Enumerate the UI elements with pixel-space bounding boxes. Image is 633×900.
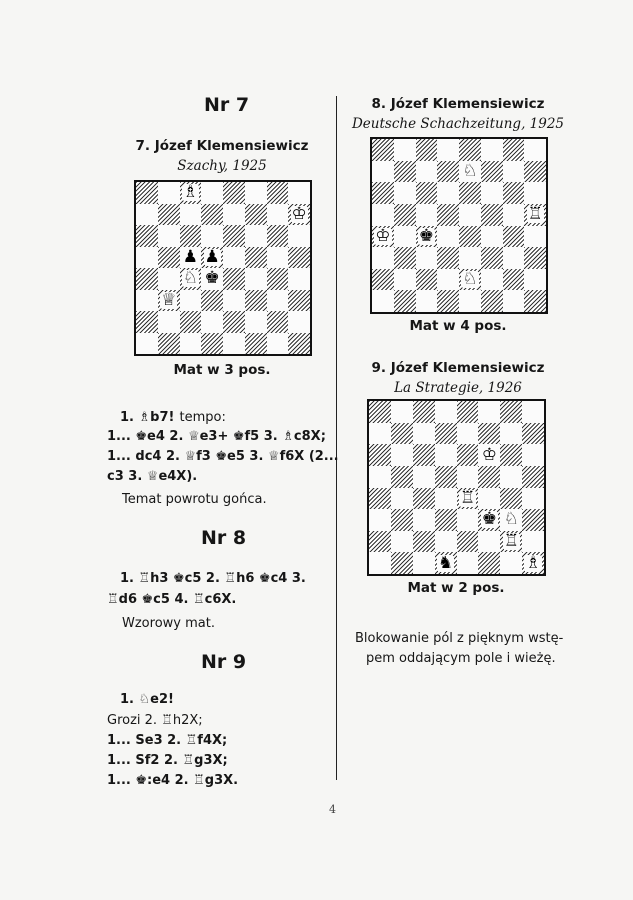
board-square-d3 <box>437 247 459 269</box>
chess-diagram-8 <box>370 137 548 314</box>
board-square-h3 <box>522 509 544 531</box>
board-square-b8 <box>394 139 416 161</box>
board-square-a7 <box>369 423 391 445</box>
board-square-a2 <box>369 531 391 553</box>
problem9-note-line1: Blokowanie pól z pięknym wstę- <box>355 631 564 646</box>
board-square-e7 <box>223 204 245 226</box>
board-square-f4 <box>478 488 500 510</box>
board-square-d2 <box>435 531 457 553</box>
board-square-a6 <box>369 444 391 466</box>
board-square-f8 <box>245 182 267 204</box>
solution7-line1 <box>120 406 330 428</box>
board-square-h2 <box>524 269 546 291</box>
board-square-a8 <box>372 139 394 161</box>
board-square-e6 <box>459 182 481 204</box>
board-square-b1 <box>391 552 413 574</box>
board-square-h2 <box>522 531 544 553</box>
board-square-f6 <box>245 225 267 247</box>
board-square-h8 <box>522 401 544 423</box>
board-square-c7 <box>180 204 202 226</box>
board-square-c8 <box>180 182 202 204</box>
black-knight-icon: ♞ <box>437 552 454 573</box>
white-rook-icon: ♖ <box>459 487 476 508</box>
board-square-d1 <box>435 552 457 574</box>
board-square-g2 <box>267 311 289 333</box>
nr7-heading: Nr 7 <box>204 94 250 116</box>
board-square-a3 <box>369 509 391 531</box>
nr9-line5: 1... ♚:e4 2. ♖g3X. <box>107 773 239 788</box>
board-square-a7 <box>372 161 394 183</box>
white-knight-icon: ♘ <box>503 509 519 530</box>
board-square-e3 <box>457 509 479 531</box>
board-square-h7 <box>522 423 544 445</box>
board-square-e4 <box>223 268 245 290</box>
board-square-d4 <box>437 226 459 248</box>
board-square-a5 <box>372 204 394 226</box>
board-square-g6 <box>267 225 289 247</box>
white-king-icon: ♔ <box>291 203 307 224</box>
black-king-icon: ♚ <box>418 225 434 246</box>
board-square-b7 <box>391 423 413 445</box>
board-square-g8 <box>500 401 522 423</box>
board-square-b4 <box>394 226 416 248</box>
board-square-e4 <box>459 226 481 248</box>
board-square-h5 <box>522 466 544 488</box>
chess-diagram-9 <box>367 399 546 576</box>
board-square-f7 <box>245 204 267 226</box>
board-square-g5 <box>500 466 522 488</box>
board-square-c4 <box>416 226 438 248</box>
problem8-caption: Mat w 4 pos. <box>409 318 507 334</box>
white-rook-icon: ♖ <box>503 531 519 552</box>
board-square-e4 <box>457 488 479 510</box>
board-square-f7 <box>481 161 503 183</box>
board-square-b7 <box>394 161 416 183</box>
chess-diagram-7 <box>134 180 312 356</box>
board-square-a6 <box>136 225 158 247</box>
board-square-e2 <box>223 311 245 333</box>
board-square-a2 <box>136 311 158 333</box>
board-square-e5 <box>459 204 481 226</box>
board-square-f5 <box>478 466 500 488</box>
board-square-d7 <box>437 161 459 183</box>
board-square-c1 <box>413 552 435 574</box>
board-square-b4 <box>391 488 413 510</box>
board-square-b5 <box>158 247 180 269</box>
board-square-h7 <box>524 161 546 183</box>
solution7-line2: 1... ♚e4 2. ♕e3+ ♚f5 3. ♗c8X; <box>107 429 326 444</box>
board-square-a3 <box>372 247 394 269</box>
board-square-g1 <box>500 552 522 574</box>
black-king-icon: ♚ <box>204 268 220 289</box>
board-square-d1 <box>201 333 223 355</box>
solution7-tempo: tempo: <box>179 410 226 425</box>
board-square-h5 <box>288 247 310 269</box>
white-rook-icon: ♖ <box>527 204 543 225</box>
problem9-caption: Mat w 2 pos. <box>407 580 505 596</box>
board-square-f3 <box>481 247 503 269</box>
board-square-d4 <box>435 488 457 510</box>
board-square-g2 <box>500 531 522 553</box>
board-square-d8 <box>437 139 459 161</box>
nr8-line1: 1. ♖h3 ♚c5 2. ♖h6 ♚c4 3. <box>120 571 306 586</box>
board-square-c3 <box>416 247 438 269</box>
board-square-a1 <box>372 290 394 312</box>
board-square-h7 <box>288 204 310 226</box>
board-square-d6 <box>435 444 457 466</box>
nr8-theme: Wzorowy mat. <box>122 616 215 631</box>
board-square-d8 <box>201 182 223 204</box>
white-queen-icon: ♕ <box>161 289 177 310</box>
white-king-icon: ♔ <box>481 444 497 465</box>
board-square-g6 <box>503 182 525 204</box>
problem7-caption: Mat w 3 pos. <box>173 362 271 378</box>
board-square-c6 <box>416 182 438 204</box>
board-square-f2 <box>245 311 267 333</box>
board-square-h6 <box>522 444 544 466</box>
board-square-b3 <box>394 247 416 269</box>
board-square-g4 <box>500 488 522 510</box>
black-pawn-icon: ♟ <box>182 246 198 267</box>
board-square-c6 <box>413 444 435 466</box>
board-square-c3 <box>413 509 435 531</box>
board-square-e5 <box>457 466 479 488</box>
board-square-c4 <box>413 488 435 510</box>
board-square-c4 <box>180 268 202 290</box>
solution7-key-move: 1. ♗b7! <box>120 410 175 425</box>
board-square-a4 <box>369 488 391 510</box>
board-square-b8 <box>158 182 180 204</box>
board-square-f1 <box>245 333 267 355</box>
solution7-theme: Temat powrotu gońca. <box>122 492 267 507</box>
board-square-b2 <box>158 311 180 333</box>
problem8-author: 8. Józef Klemensiewicz <box>371 96 545 112</box>
board-square-g7 <box>503 161 525 183</box>
white-knight-icon: ♘ <box>462 160 478 181</box>
black-king-icon: ♚ <box>481 509 497 530</box>
problem9-note-line2: pem oddającym pole i wieżę. <box>366 651 556 666</box>
nr9-line1: 1. ♘e2! <box>120 692 174 707</box>
board-square-d7 <box>435 423 457 445</box>
board-square-e6 <box>223 225 245 247</box>
board-square-c7 <box>413 423 435 445</box>
board-square-e3 <box>223 290 245 312</box>
board-square-e2 <box>457 531 479 553</box>
board-square-g5 <box>503 204 525 226</box>
board-square-b6 <box>391 444 413 466</box>
board-square-h1 <box>524 290 546 312</box>
board-square-h1 <box>288 333 310 355</box>
board-square-e7 <box>457 423 479 445</box>
board-square-h1 <box>522 552 544 574</box>
board-square-f2 <box>481 269 503 291</box>
board-square-f6 <box>481 182 503 204</box>
board-square-g3 <box>503 247 525 269</box>
board-square-h8 <box>288 182 310 204</box>
board-square-g6 <box>500 444 522 466</box>
board-square-d2 <box>201 311 223 333</box>
page-number: 4 <box>329 803 336 816</box>
board-square-f3 <box>478 509 500 531</box>
white-bishop-icon: ♗ <box>525 552 541 573</box>
board-square-f4 <box>481 226 503 248</box>
nr9-line2: Grozi 2. ♖h2X; <box>107 713 203 728</box>
board-square-h2 <box>288 311 310 333</box>
board-square-d3 <box>201 290 223 312</box>
board-square-d5 <box>437 204 459 226</box>
board-square-d6 <box>201 225 223 247</box>
board-square-e6 <box>457 444 479 466</box>
board-square-c5 <box>180 247 202 269</box>
board-square-h4 <box>524 226 546 248</box>
board-square-h6 <box>288 225 310 247</box>
black-pawn-icon: ♟ <box>204 246 220 267</box>
board-square-g3 <box>267 290 289 312</box>
board-square-h6 <box>524 182 546 204</box>
board-square-g2 <box>503 269 525 291</box>
nr9-heading: Nr 9 <box>201 651 247 673</box>
board-square-b4 <box>158 268 180 290</box>
board-square-f6 <box>478 444 500 466</box>
board-square-g1 <box>267 333 289 355</box>
board-square-g4 <box>503 226 525 248</box>
nr9-line4: 1... Sf2 2. ♖g3X; <box>107 753 228 768</box>
board-square-a4 <box>136 268 158 290</box>
board-square-b7 <box>158 204 180 226</box>
board-square-c8 <box>416 139 438 161</box>
board-square-a8 <box>136 182 158 204</box>
board-square-e7 <box>459 161 481 183</box>
board-square-h8 <box>524 139 546 161</box>
board-square-b2 <box>391 531 413 553</box>
white-king-icon: ♔ <box>375 225 391 246</box>
board-square-d2 <box>437 269 459 291</box>
problem7-author: 7. Józef Klemensiewicz <box>135 138 309 154</box>
board-square-d5 <box>435 466 457 488</box>
board-square-b1 <box>394 290 416 312</box>
board-square-f1 <box>481 290 503 312</box>
board-square-f3 <box>245 290 267 312</box>
board-square-b6 <box>394 182 416 204</box>
board-square-a5 <box>369 466 391 488</box>
board-square-f8 <box>478 401 500 423</box>
board-square-h3 <box>288 290 310 312</box>
board-square-g1 <box>503 290 525 312</box>
board-square-h3 <box>524 247 546 269</box>
board-square-d8 <box>435 401 457 423</box>
board-square-g3 <box>500 509 522 531</box>
board-square-b3 <box>158 290 180 312</box>
solution7-line3: 1... dc4 2. ♕f3 ♚e5 3. ♕f6X (2... <box>107 449 339 464</box>
board-square-c1 <box>180 333 202 355</box>
board-square-e8 <box>223 182 245 204</box>
board-square-a3 <box>136 290 158 312</box>
nr9-line3: 1... Se3 2. ♖f4X; <box>107 733 228 748</box>
board-square-h4 <box>288 268 310 290</box>
board-square-g4 <box>267 268 289 290</box>
board-square-c3 <box>180 290 202 312</box>
board-square-c7 <box>416 161 438 183</box>
board-square-a7 <box>136 204 158 226</box>
board-square-e1 <box>457 552 479 574</box>
board-square-c2 <box>180 311 202 333</box>
problem9-author: 9. Józef Klemensiewicz <box>371 360 545 376</box>
white-knight-icon: ♘ <box>462 269 478 290</box>
board-square-f1 <box>478 552 500 574</box>
board-square-e1 <box>459 290 481 312</box>
problem9-source: La Strategie, 1926 <box>394 380 522 396</box>
board-square-b6 <box>158 225 180 247</box>
board-square-b2 <box>394 269 416 291</box>
board-square-g7 <box>500 423 522 445</box>
solution7-line4: c3 3. ♕e4X). <box>107 469 198 484</box>
board-square-d7 <box>201 204 223 226</box>
white-bishop-icon: ♗ <box>182 182 198 203</box>
board-square-e5 <box>223 247 245 269</box>
white-knight-icon: ♘ <box>182 268 198 289</box>
board-square-d5 <box>201 247 223 269</box>
board-square-c2 <box>416 269 438 291</box>
board-square-f2 <box>478 531 500 553</box>
nr8-heading: Nr 8 <box>201 527 247 549</box>
board-square-c8 <box>413 401 435 423</box>
board-square-a5 <box>136 247 158 269</box>
board-square-b1 <box>158 333 180 355</box>
board-square-c6 <box>180 225 202 247</box>
board-square-c2 <box>413 531 435 553</box>
problem7-source: Szachy, 1925 <box>177 158 267 174</box>
board-square-c1 <box>416 290 438 312</box>
board-square-g5 <box>267 247 289 269</box>
board-square-b8 <box>391 401 413 423</box>
board-square-b5 <box>394 204 416 226</box>
board-square-f5 <box>481 204 503 226</box>
board-square-a1 <box>136 333 158 355</box>
board-square-f5 <box>245 247 267 269</box>
board-square-d6 <box>437 182 459 204</box>
board-square-h5 <box>524 204 546 226</box>
board-square-b3 <box>391 509 413 531</box>
board-square-a4 <box>372 226 394 248</box>
board-square-g8 <box>267 182 289 204</box>
board-square-f4 <box>245 268 267 290</box>
nr8-line2: ♖d6 ♚c5 4. ♖c6X. <box>107 592 237 607</box>
board-square-e1 <box>223 333 245 355</box>
board-square-e8 <box>459 139 481 161</box>
board-square-d4 <box>201 268 223 290</box>
board-square-e8 <box>457 401 479 423</box>
board-square-a6 <box>372 182 394 204</box>
board-square-b5 <box>391 466 413 488</box>
board-square-e3 <box>459 247 481 269</box>
board-square-d3 <box>435 509 457 531</box>
board-square-a2 <box>372 269 394 291</box>
board-square-f7 <box>478 423 500 445</box>
board-square-f8 <box>481 139 503 161</box>
board-square-d1 <box>437 290 459 312</box>
board-square-a8 <box>369 401 391 423</box>
board-square-c5 <box>413 466 435 488</box>
board-square-c5 <box>416 204 438 226</box>
board-square-a1 <box>369 552 391 574</box>
board-square-g7 <box>267 204 289 226</box>
board-square-g8 <box>503 139 525 161</box>
board-square-e2 <box>459 269 481 291</box>
problem8-source: Deutsche Schachzeitung, 1925 <box>351 116 565 132</box>
board-square-h4 <box>522 488 544 510</box>
